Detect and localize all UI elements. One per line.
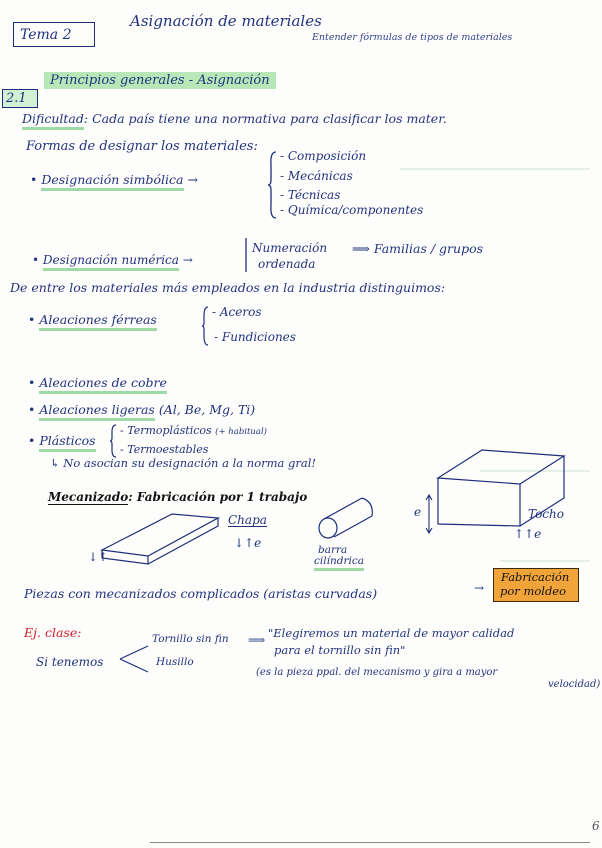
numerica-result-text: Familias / grupos bbox=[373, 241, 484, 256]
conclusion-line3: (es la pieza ppal. del mecanismo y gira a mayor bbox=[256, 667, 498, 678]
ejemplo-option-1: Tornillo sin fin bbox=[152, 633, 229, 645]
aleaciones-ligeras-label: Aleaciones ligeras bbox=[39, 402, 154, 421]
designacion-numerica: • Designación numérica → bbox=[32, 254, 193, 266]
section-title: Principios generales - Asignación bbox=[44, 72, 276, 89]
numerica-box-line2: ordenada bbox=[258, 257, 316, 271]
tema-label: Tema 2 bbox=[20, 27, 72, 43]
simbolica-item-3: - Técnicas bbox=[280, 188, 341, 202]
plasticos-brace bbox=[110, 424, 118, 458]
ejemplo-implies: ⟹ bbox=[248, 633, 266, 647]
barra-line2: cilíndrica bbox=[314, 556, 364, 571]
faint-line bbox=[400, 168, 590, 170]
aleaciones-cobre: • Aleaciones de cobre bbox=[28, 377, 167, 390]
numerica-result: ⟹ Familias / grupos bbox=[352, 241, 484, 256]
ejemplo-split-arrows bbox=[118, 643, 152, 675]
simbolica-item-2: - Mecánicas bbox=[280, 169, 353, 183]
dificultad-label bbox=[22, 113, 447, 126]
moldeo-line2: por moldeo bbox=[500, 584, 567, 598]
section-number: 2.1 bbox=[6, 91, 27, 106]
tocho-e: e bbox=[414, 505, 422, 519]
plasticos-nota: ↳ No asocian su designación a la norma gral! bbox=[50, 456, 317, 470]
formas-title: Formas de designar los materiales: bbox=[26, 139, 258, 154]
aleaciones-ligeras: • Aleaciones ligeras (Al, Be, Mg, Ti) bbox=[28, 404, 255, 417]
mecanizado bbox=[48, 491, 307, 503]
page-title: Asignación de materiales bbox=[130, 12, 322, 30]
conclusion-line4: velocidad) bbox=[548, 679, 601, 690]
plasticos-label: Plásticos bbox=[39, 433, 95, 452]
simbolica-brace bbox=[268, 150, 278, 220]
simbolica-item-4: - Química/componentes bbox=[280, 203, 424, 217]
piezas-text: Piezas con mecanizados complicados (aristas curvadas) bbox=[24, 586, 378, 601]
chapa-label: Chapa bbox=[228, 513, 267, 527]
dificultad-word: Dificultad bbox=[22, 111, 84, 130]
page-subtitle: Entender fórmulas de tipos de materiales bbox=[312, 32, 513, 43]
ejemplo-label: Ej. clase: bbox=[24, 625, 82, 640]
ferreas-item-2: - Fundiciones bbox=[214, 330, 296, 344]
ferreas-brace bbox=[202, 306, 210, 346]
numerica-box-line1: Numeración bbox=[252, 241, 328, 255]
tocho-height-arrow bbox=[425, 494, 433, 534]
chapa-sub: ↓↑e bbox=[234, 536, 262, 550]
page-number: 6 bbox=[592, 819, 600, 833]
ejemplo-option-2: Husillo bbox=[156, 656, 194, 668]
tocho-sub: ↑↑e bbox=[514, 527, 542, 541]
moldeo-line1: Fabricación bbox=[501, 570, 570, 584]
designacion-simbolica-label: Designación simbólica bbox=[41, 172, 183, 191]
numerica-bar bbox=[244, 238, 248, 272]
designacion-simbolica: • Designación simbólica → bbox=[30, 174, 198, 187]
designacion-numerica-label: Designación numérica bbox=[43, 253, 179, 271]
si-tenemos: Si tenemos bbox=[36, 655, 104, 669]
plasticos-item-2: - Termoestables bbox=[120, 443, 209, 456]
bottom-rule bbox=[150, 842, 590, 843]
plasticos-note: (+ habitual) bbox=[215, 427, 267, 437]
conclusion-line1: "Elegiremos un material de mayor calidad bbox=[268, 626, 515, 640]
dificultad-text: : Cada país tiene una normativa para clasificar los mater. bbox=[83, 111, 447, 126]
barra-line1: barra bbox=[318, 544, 348, 556]
piezas-arrow: → bbox=[474, 581, 485, 595]
faint-line bbox=[500, 560, 590, 562]
plasticos-item-1-text: - Termoplásticos bbox=[120, 424, 212, 437]
aleaciones-ferreas: • Aleaciones férreas bbox=[28, 314, 157, 327]
simbolica-item-1: - Composición bbox=[280, 149, 367, 163]
mecanizado-text: : Fabricación por 1 trabajo bbox=[128, 490, 308, 504]
barra-drawing bbox=[316, 496, 376, 540]
conclusion-line2: para el tornillo sin fin" bbox=[274, 643, 406, 657]
industria-text: De entre los materiales más empleados en la industria distinguimos: bbox=[10, 280, 446, 295]
ferreas-item-1: - Aceros bbox=[212, 305, 262, 319]
chapa-drawing bbox=[100, 512, 220, 562]
mecanizado-label: Mecanizado bbox=[48, 490, 129, 504]
aleaciones-ferreas-label: Aleaciones férreas bbox=[39, 312, 156, 331]
plasticos: • Plásticos bbox=[28, 435, 96, 448]
tocho-label: Tocho bbox=[528, 507, 564, 521]
chapa-side-arrows: ↓↑ bbox=[88, 550, 109, 564]
aleaciones-ligeras-elements: (Al, Be, Mg, Ti) bbox=[158, 402, 256, 417]
aleaciones-cobre-label: Aleaciones de cobre bbox=[39, 375, 167, 394]
plasticos-item-1 bbox=[120, 425, 267, 437]
